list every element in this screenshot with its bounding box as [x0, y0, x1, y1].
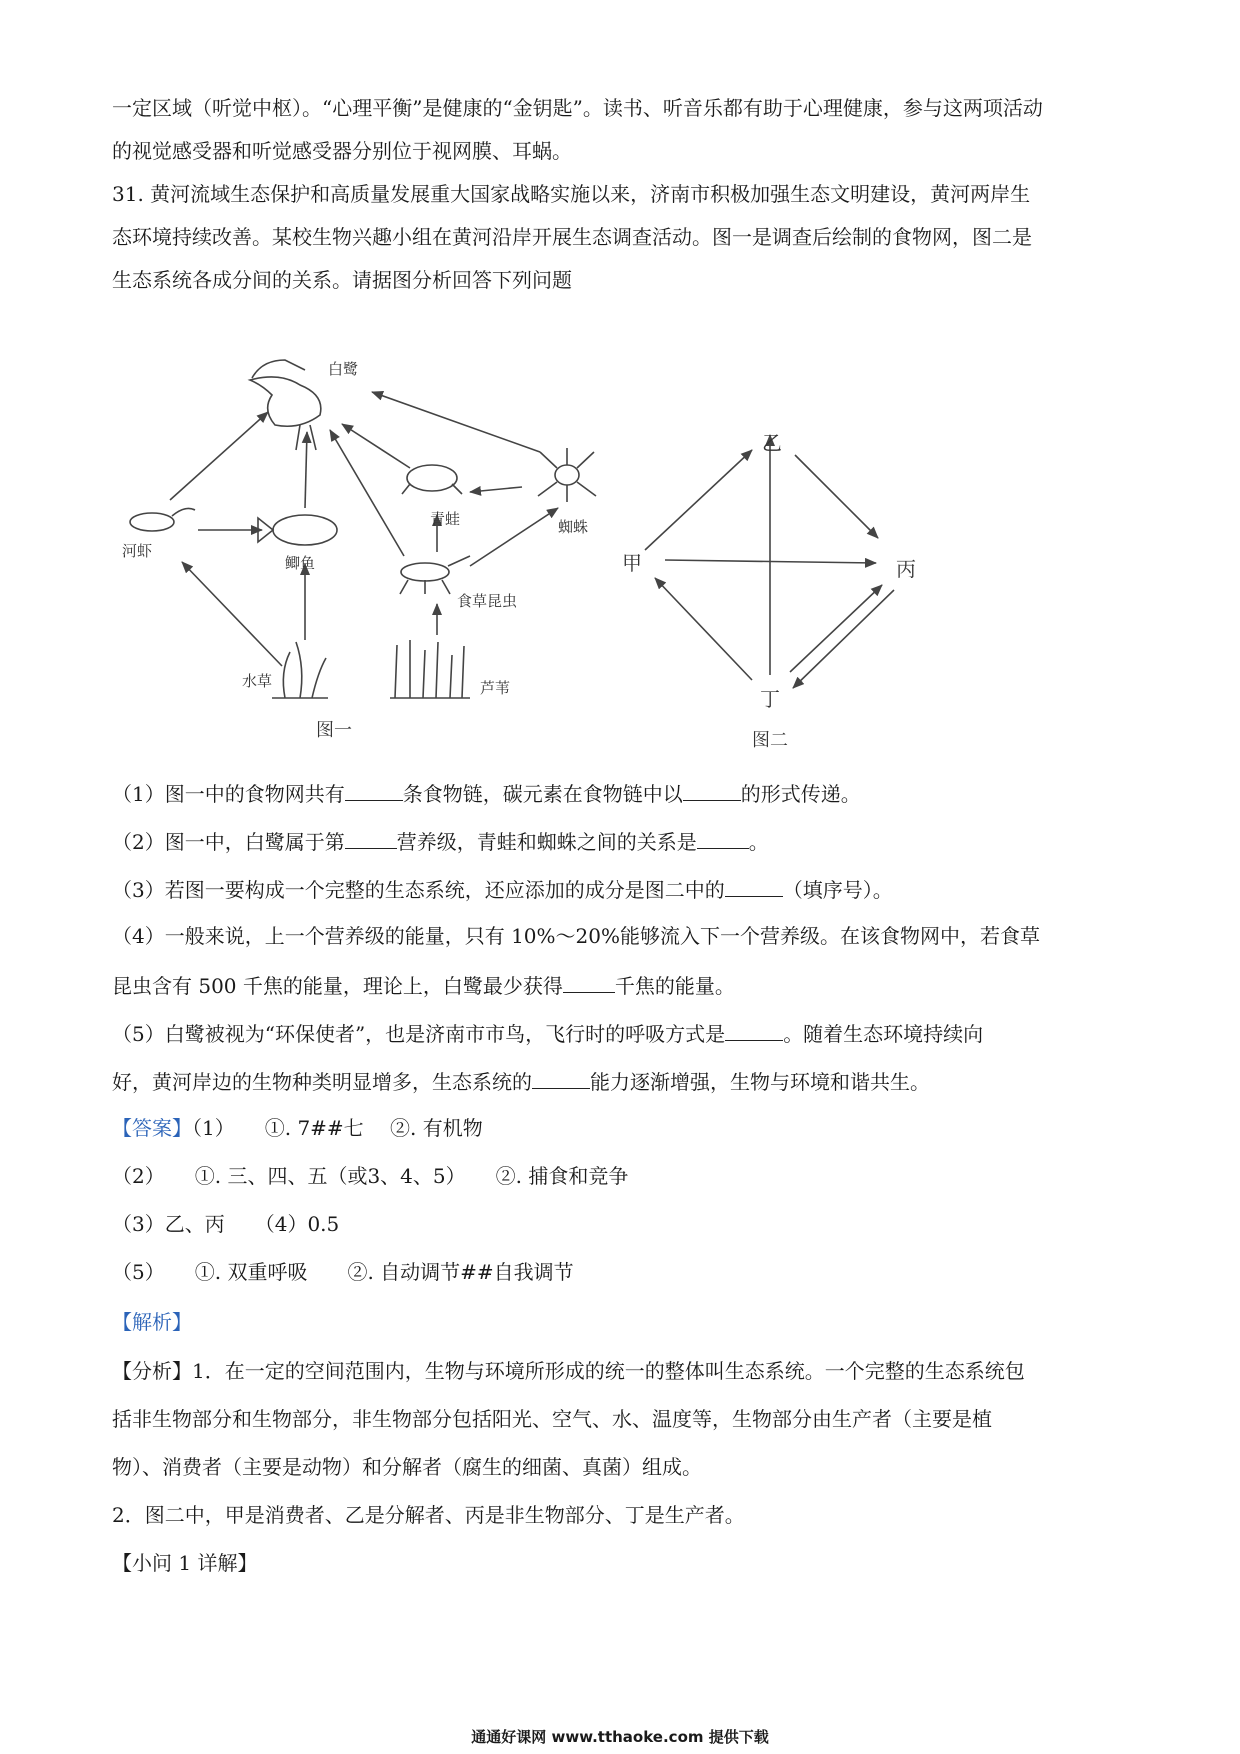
- answer-label: 【答案】: [112, 1116, 192, 1140]
- q3-blank-1[interactable]: [725, 874, 783, 897]
- subquestion-5-line-2: [112, 1066, 930, 1096]
- label-jia: 甲: [622, 551, 642, 575]
- q5-text-b: 。随着生态环境持续向: [783, 1022, 984, 1046]
- arrow-frog-egret: [342, 424, 410, 468]
- q4-text-c: 千焦的能量。: [614, 974, 735, 998]
- answer-line-2: （2） ①. 三、四、五（或3、4、5） ②. 捕食和竞争: [112, 1164, 629, 1188]
- label-frog: 青蛙: [430, 510, 461, 528]
- egret-neck: [252, 360, 305, 378]
- question-line-3: 生态系统各成分间的关系。请据图分析回答下列问题: [112, 268, 572, 292]
- subquestion-2: [112, 826, 769, 856]
- analysis-para-1-line-3: 物）、消费者（主要是动物）和分解者（腐生的细菌、真菌）组成。: [112, 1455, 702, 1479]
- arrow-carp-egret: [305, 432, 307, 508]
- q2-text-a: （2）图一中，白鹭属于第: [112, 830, 345, 854]
- arrow-spider-egret: [372, 392, 540, 452]
- analysis-para-1-line-2: 括非生物部分和生物部分，非生物部分包括阳光、空气、水、温度等，生物部分由生产者（主要是植: [112, 1407, 992, 1431]
- q4-text-b: 昆虫含有 500 千焦的能量，理论上，白鹭最少获得: [112, 974, 563, 998]
- insect-legs: [400, 556, 470, 594]
- q5-text-c: 好，黄河岸边的生物种类明显增多，生态系统的: [112, 1070, 532, 1094]
- analysis-para-1-line-1: 【分析】1．在一定的空间范围内，生物与环境所形成的统一的整体叫生态系统。一个完整的生态系统包: [112, 1359, 1025, 1383]
- spider-illustration: [555, 465, 579, 485]
- label-spider: 蜘蛛: [558, 518, 589, 536]
- arrow-ding-bing: [790, 585, 882, 672]
- waterweed-illustration: [272, 642, 328, 698]
- q2-blank-2[interactable]: [697, 826, 749, 849]
- frog-illustration: [407, 465, 457, 491]
- q2-blank-1[interactable]: [345, 826, 397, 849]
- intro-line-1: 一定区域（听觉中枢）。“心理平衡”是健康的“金钥匙”。读书、听音乐都有助于心理健康，参与这两项活动: [112, 96, 1043, 120]
- arrow-waterweed-shrimp: [182, 562, 282, 666]
- shrimp-antenna: [172, 508, 195, 516]
- insect-illustration: [401, 563, 449, 581]
- label-yi: 乙: [762, 431, 782, 455]
- q3-text-a: （3）若图一要构成一个完整的生态系统，还应添加的成分是图二中的: [112, 878, 725, 902]
- answer-1: （1） ①. 7##七 ②. 有机物: [192, 1116, 483, 1140]
- q3-text-b: （填序号）。: [782, 878, 893, 902]
- subquestion-4-line-2: [112, 970, 735, 1000]
- q5-blank-1[interactable]: [725, 1018, 783, 1041]
- carp-illustration: [273, 515, 337, 545]
- arrow-insect-spider: [470, 508, 558, 566]
- q1-blank-2[interactable]: [683, 778, 741, 801]
- food-web-diagram: [130, 360, 596, 698]
- label-reed: 芦苇: [480, 679, 511, 697]
- figure2-caption: 图二: [752, 730, 788, 751]
- label-ding: 丁: [760, 687, 780, 711]
- arrow-bing-ding: [793, 590, 894, 688]
- label-insect: 食草昆虫: [457, 592, 518, 610]
- q4-blank-1[interactable]: [563, 970, 615, 993]
- q5-text-a: （5）白鹭被视为“环保使者”，也是济南市市鸟，飞行时的呼吸方式是: [112, 1022, 726, 1046]
- reed-illustration: [390, 640, 470, 698]
- food-web-labels: [122, 360, 588, 741]
- subquestion-4-line-1: （4）一般来说，上一个营养级的能量，只有 10%～20%能够流入下一个营养级。在该食物网中，若食草: [112, 924, 1040, 948]
- sub-question-1-detail-heading: 【小问 1 详解】: [112, 1551, 258, 1575]
- question-line-1: 31. 黄河流域生态保护和高质量发展重大国家战略实施以来，济南市积极加强生态文明建设，黄河两岸生: [112, 182, 1031, 206]
- shrimp-illustration: [130, 513, 174, 531]
- label-bing: 丙: [896, 557, 916, 581]
- answer-line-3: （3）乙、丙 （4）0.5: [112, 1212, 340, 1236]
- figure1-caption: 图一: [316, 720, 352, 741]
- q1-text-b: 条食物链，碳元素在食物链中以: [402, 782, 683, 806]
- answer-line-4: （5） ①. 双重呼吸 ②. 自动调节##自我调节: [112, 1260, 574, 1284]
- egret-illustration: [250, 377, 321, 450]
- question-line-2: 态环境持续改善。某校生物兴趣小组在黄河沿岸开展生态调查活动。图一是调查后绘制的食物网，图二是: [112, 225, 1032, 249]
- label-shrimp: 河虾: [122, 542, 153, 560]
- arrow-jia-yi: [645, 450, 752, 550]
- subquestion-3: [112, 874, 893, 904]
- arrow-insect-egret: [330, 430, 404, 556]
- arrow-ding-jia: [655, 578, 752, 680]
- label-waterweed: 水草: [242, 672, 273, 690]
- subquestion-1: [112, 778, 861, 808]
- intro-line-2: 的视觉感受器和听觉感受器分别位于视网膜、耳蜗。: [112, 139, 572, 163]
- arrow-yi-bing: [795, 455, 878, 538]
- label-carp: 鲫鱼: [285, 554, 316, 572]
- analysis-label: 【解析】: [112, 1310, 192, 1334]
- analysis-para-2: 2．图二中，甲是消费者、乙是分解者、丙是非生物部分、丁是生产者。: [112, 1503, 745, 1527]
- label-egret: 白鹭: [328, 360, 359, 378]
- arrow-shrimp-egret: [170, 412, 268, 500]
- footer-credit[interactable]: 通通好课网 www.tthaoke.com 提供下载: [471, 1728, 769, 1746]
- q1-text-c: 的形式传递。: [740, 782, 861, 806]
- q1-blank-1[interactable]: [345, 778, 403, 801]
- ecosystem-diagram: [645, 435, 894, 688]
- q1-text-a: （1）图一中的食物网共有: [112, 782, 345, 806]
- q2-text-c: 。: [748, 830, 769, 854]
- arrow-spider-frog: [470, 487, 522, 492]
- ecosystem-labels: [622, 431, 916, 751]
- q5-blank-2[interactable]: [532, 1066, 590, 1089]
- spider-legs: [538, 448, 596, 502]
- answer-line-1: [112, 1114, 483, 1142]
- q5-text-d: 能力逐渐增强，生物与环境和谐共生。: [590, 1070, 930, 1094]
- q2-text-b: 营养级，青蛙和蜘蛛之间的关系是: [396, 830, 697, 854]
- subquestion-5-line-1: [112, 1018, 983, 1048]
